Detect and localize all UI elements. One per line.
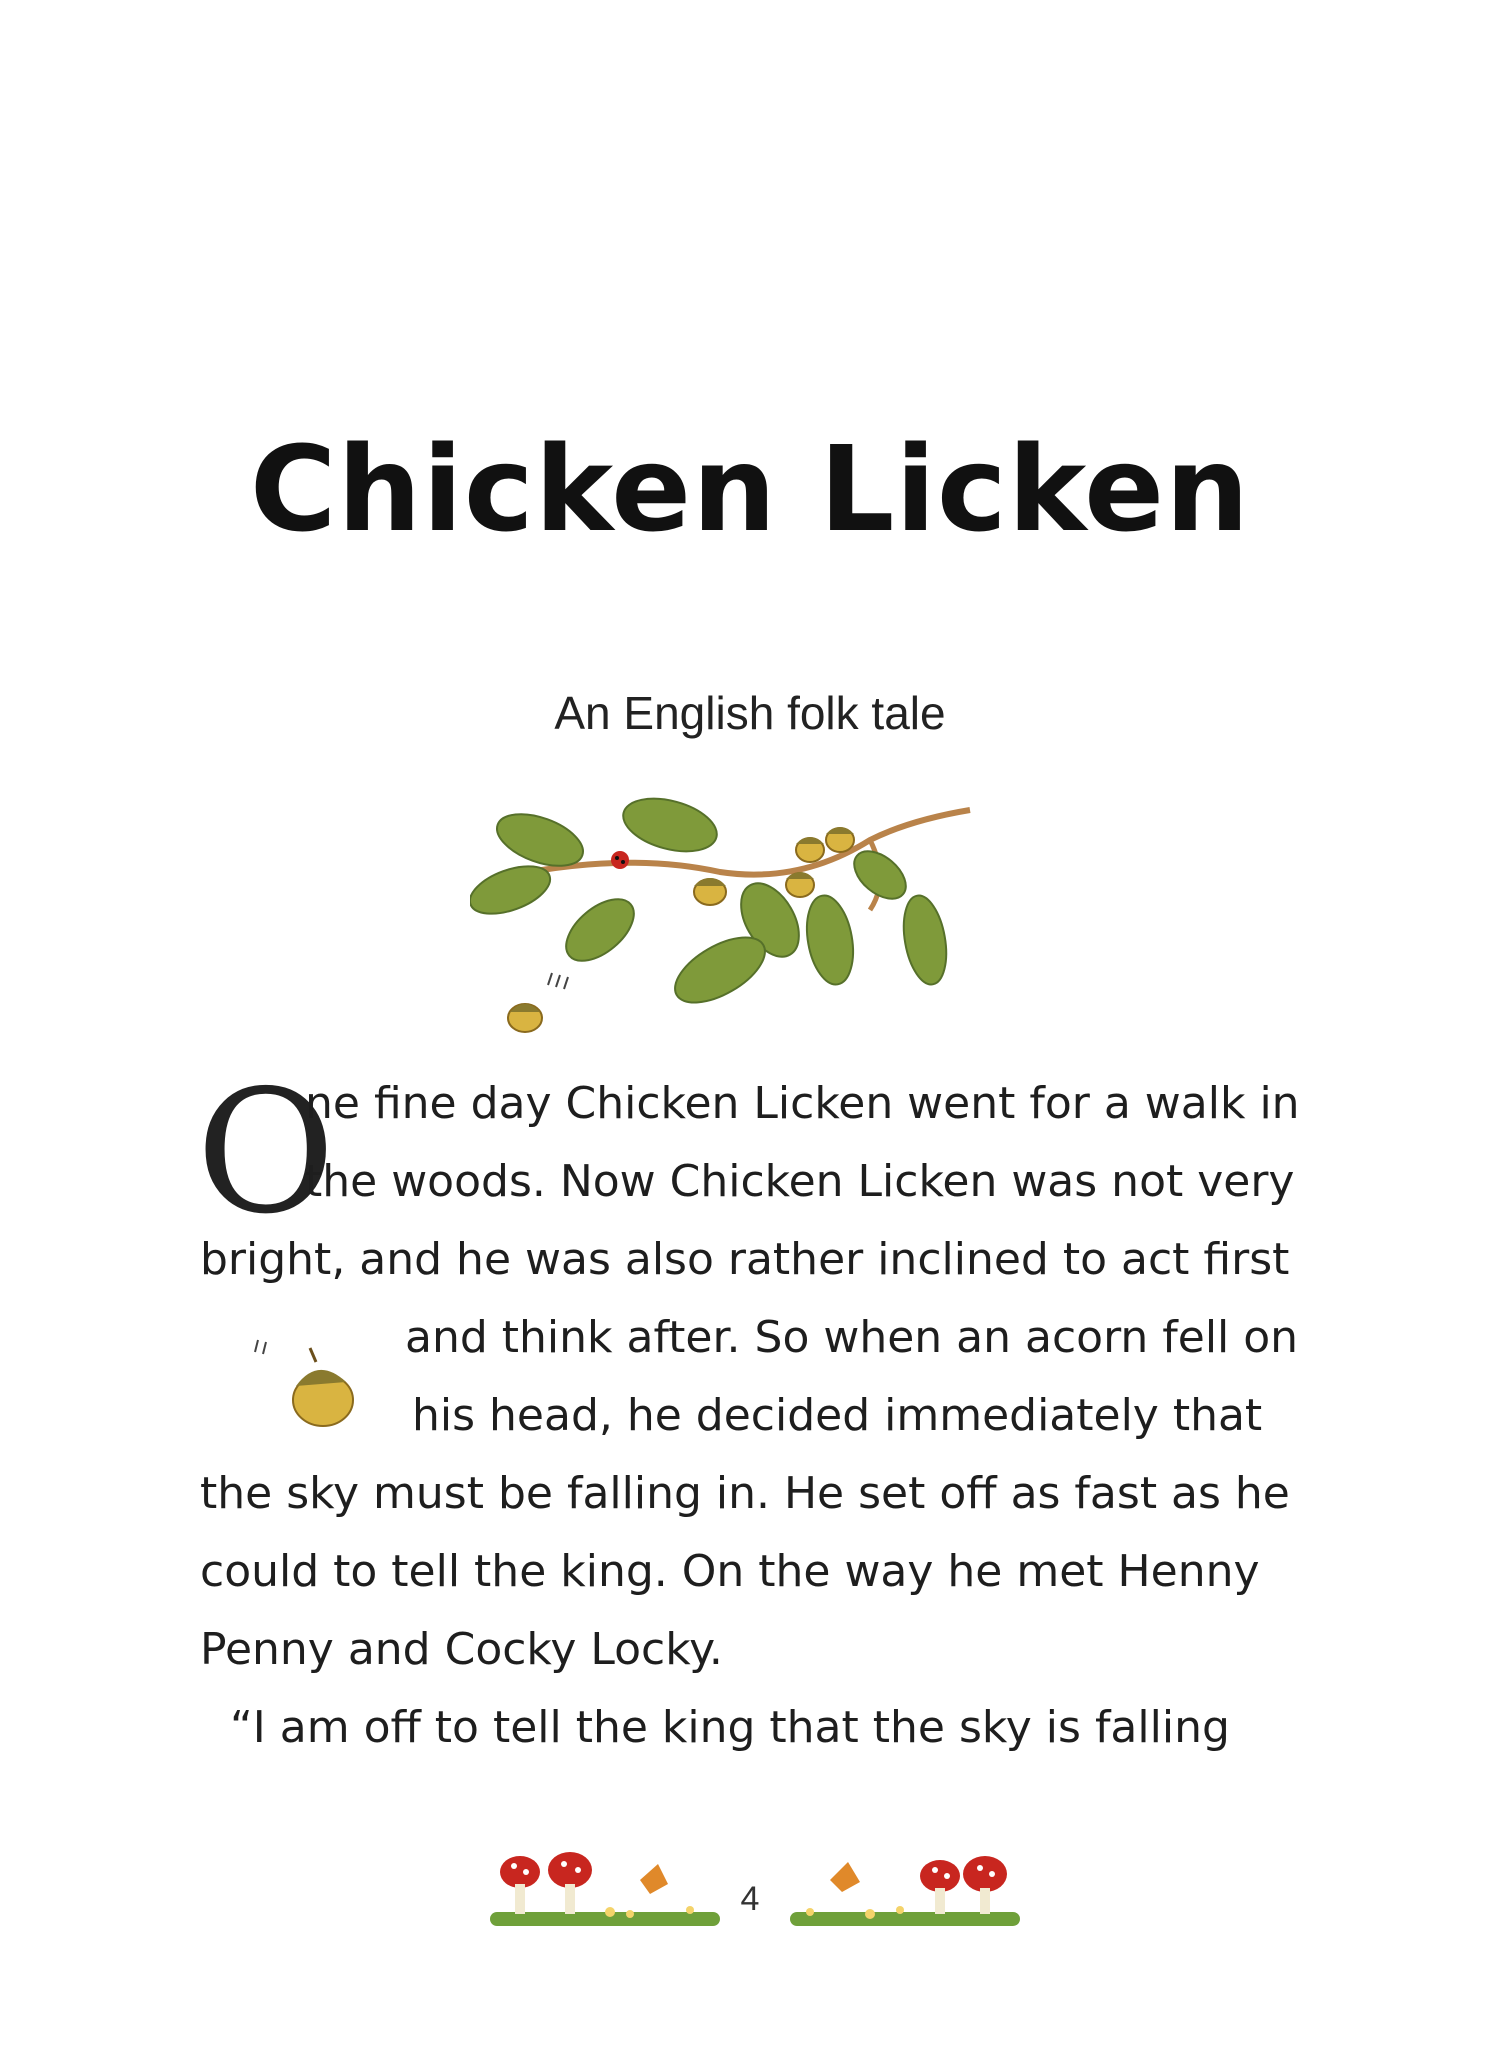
story-line-8: Penny and Cocky Locky. bbox=[200, 1624, 723, 1675]
story-line-6: the sky must be falling in. He set off as fast as he bbox=[200, 1468, 1290, 1519]
oak-branch-illustration bbox=[470, 780, 990, 1040]
story-subtitle: An English folk tale bbox=[554, 687, 946, 739]
story-line-7: could to tell the king. On the way he met Henny bbox=[200, 1546, 1260, 1597]
footer-mushrooms-right bbox=[790, 1850, 1020, 1935]
story-line-1: ne fine day Chicken Licken went for a walk in bbox=[305, 1078, 1300, 1129]
story-line-5: his head, he decided immediately that bbox=[412, 1390, 1263, 1441]
story-line-3: bright, and he was also rather inclined to act first bbox=[200, 1234, 1290, 1285]
story-line-9: “I am off to tell the king that the sky is falling bbox=[230, 1702, 1230, 1753]
falling-acorn-illustration bbox=[248, 1320, 378, 1440]
story-line-4: and think after. So when an acorn fell on bbox=[405, 1312, 1299, 1363]
drop-cap: O bbox=[196, 1054, 336, 1252]
footer-mushrooms-left bbox=[490, 1850, 720, 1935]
page-number: 4 bbox=[740, 1880, 760, 1918]
story-line-2: the woods. Now Chicken Licken was not very bbox=[305, 1156, 1295, 1207]
story-title: Chicken Licken bbox=[249, 420, 1251, 558]
